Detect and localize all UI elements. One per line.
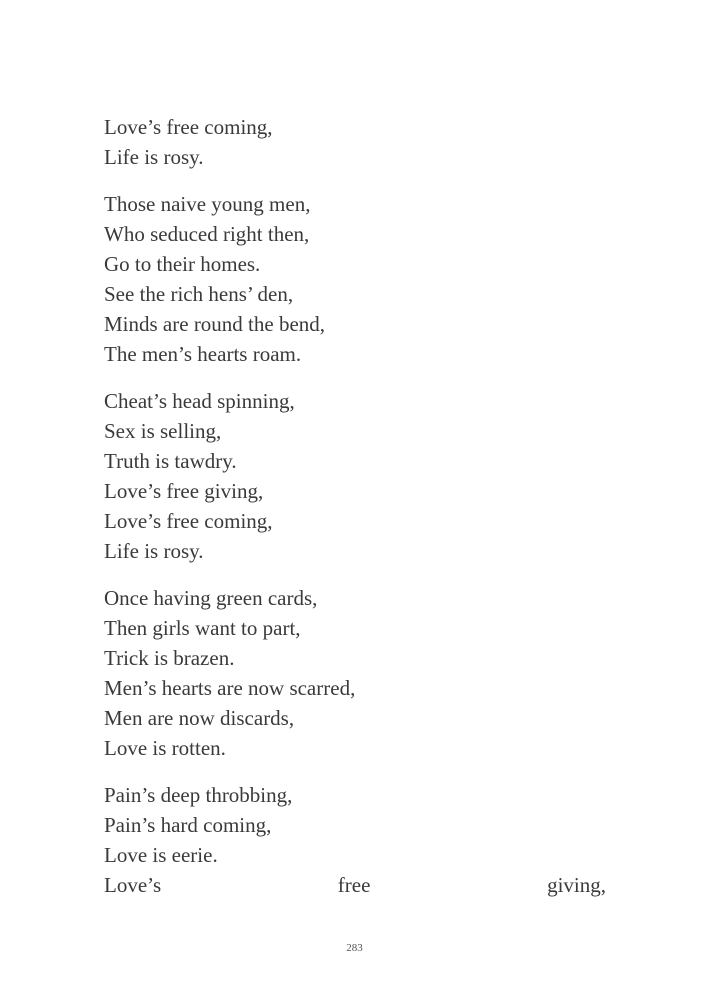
stanza-3 [104,386,606,566]
poem-line: Love’s free coming, [104,509,273,533]
poem-word: free [337,873,371,897]
stanza-4 [104,583,606,763]
poem-line: Then girls want to part, [104,616,301,640]
stanza-1 [104,112,606,172]
poem-line: Love’s free coming, [104,115,273,139]
poem-line: Those naive young men, [104,192,311,216]
poem-line: Pain’s hard coming, [104,813,272,837]
poem-line: Minds are round the bend, [104,312,326,336]
poem-line: The men’s hearts roam. [104,342,302,366]
poem-line-justified [104,870,606,900]
poem-body [104,112,606,917]
poem-line: Truth is tawdry. [104,449,237,473]
poem-line: Life is rosy. [104,145,204,169]
poem-line: Cheat’s head spinning, [104,389,295,413]
poem-word: Love’s [104,873,162,897]
stanza-2 [104,189,606,369]
page-number: 283 [346,942,363,954]
poem-line: Trick is brazen. [104,646,235,670]
poem-line: See the rich hens’ den, [104,282,294,306]
poem-word: giving, [547,873,606,897]
poem-line: Once having green cards, [104,586,318,610]
poem-line: Love’s free giving, [104,479,264,503]
poem-line: Love is eerie. [104,843,218,867]
poem-line: Men’s hearts are now scarred, [104,676,356,700]
stanza-5 [104,780,606,900]
poem-line: Love is rotten. [104,736,226,760]
poem-line: Men are now discards, [104,706,295,730]
poem-line: Go to their homes. [104,252,261,276]
poem-line: Who seduced right then, [104,222,310,246]
poem-line: Pain’s deep throbbing, [104,783,293,807]
poem-line: Sex is selling, [104,419,222,443]
poem-line: Life is rosy. [104,539,204,563]
